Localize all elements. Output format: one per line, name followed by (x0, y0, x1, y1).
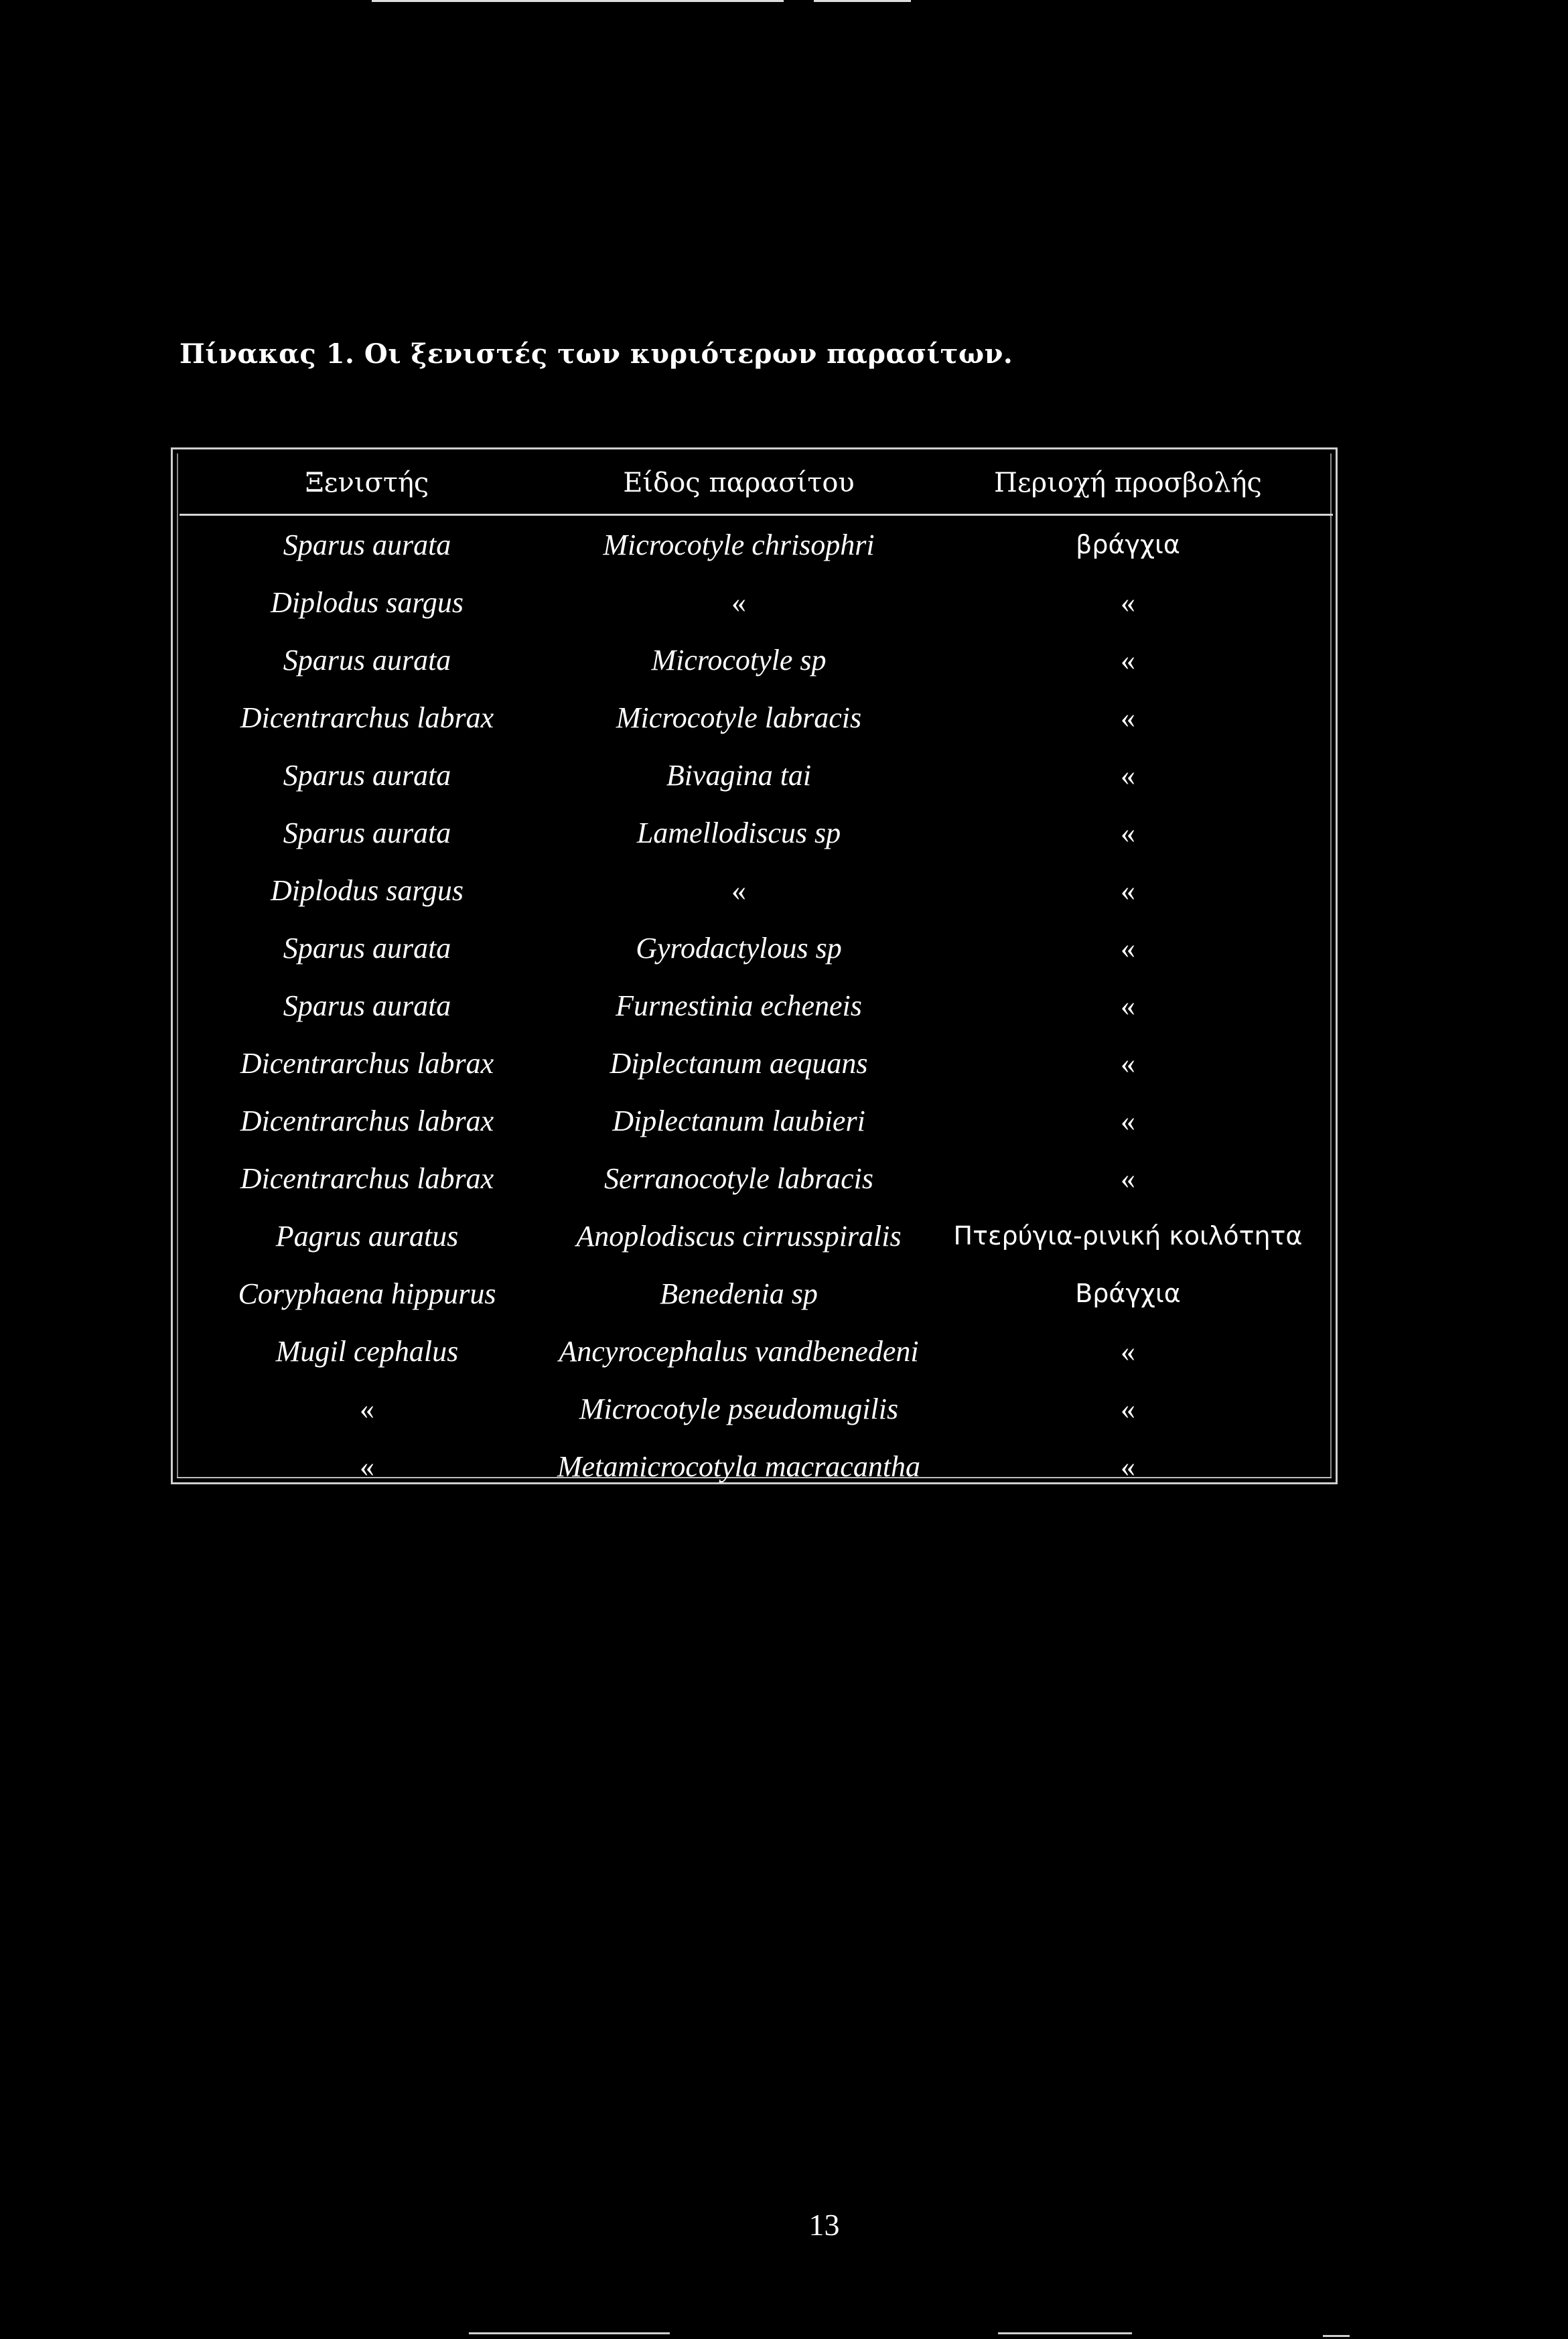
frame-inner-left-line (177, 453, 178, 1478)
host-cell: Diplodus sargus (270, 873, 464, 907)
table-row (180, 1265, 1333, 1322)
table-row (180, 1437, 1333, 1495)
table-row (180, 1149, 1333, 1207)
parasite-cell: Serranocotyle labracis (603, 1161, 874, 1195)
table-row (180, 977, 1333, 1034)
site-cell: « (1121, 1392, 1135, 1425)
site-cell: « (1121, 758, 1135, 792)
site-cell: Βράγχια (1075, 1279, 1181, 1308)
host-cell: Sparus aurata (283, 816, 451, 849)
site-cell: « (1121, 1449, 1135, 1483)
parasite-cell: Diplectanum laubieri (612, 1104, 865, 1137)
host-cell: Dicentrarchus labrax (240, 701, 494, 734)
table-row (180, 515, 1333, 574)
header-site: Περιοχή προσβολής (923, 459, 1333, 515)
site-cell: « (1121, 1104, 1135, 1137)
host-cell: Pagrus auratus (275, 1219, 459, 1253)
parasite-cell: Microcotyle pseudomugilis (579, 1392, 899, 1425)
site-cell: « (1121, 1161, 1135, 1195)
table-row (180, 1380, 1333, 1437)
host-cell: Dicentrarchus labrax (240, 1104, 494, 1137)
table-row (180, 1034, 1333, 1092)
site-cell: « (1121, 1046, 1135, 1080)
parasite-cell: « (731, 585, 746, 619)
parasite-cell: Microcotyle sp (651, 643, 827, 677)
parasite-cell: Ancyrocephalus vandbenedeni (559, 1334, 919, 1368)
site-cell: « (1121, 816, 1135, 849)
host-cell: Dicentrarchus labrax (240, 1046, 494, 1080)
host-cell: Coryphaena hippurus (238, 1277, 496, 1310)
host-cell: Sparus aurata (283, 931, 451, 965)
site-cell: « (1121, 931, 1135, 965)
parasite-cell: Gyrodactylous sp (636, 931, 842, 965)
host-cell: Sparus aurata (283, 643, 451, 677)
site-cell: « (1121, 643, 1135, 677)
table-row (180, 919, 1333, 977)
table-body (180, 515, 1333, 1496)
table-row (180, 631, 1333, 689)
site-cell: « (1121, 873, 1135, 907)
table-row (180, 804, 1333, 861)
host-cell: Sparus aurata (283, 528, 451, 561)
host-cell: « (360, 1392, 374, 1425)
table-row (180, 1207, 1333, 1265)
host-cell: Sparus aurata (283, 758, 451, 792)
page-number: 13 (808, 2208, 840, 2242)
top-rule-right (814, 0, 911, 2)
parasite-table-frame (171, 447, 1338, 1484)
table-caption: Πίνακας 1. Οι ξενιστές των κυριότερων παρασίτων. (180, 338, 1013, 370)
site-cell: « (1121, 585, 1135, 619)
table-row (180, 746, 1333, 804)
site-cell: « (1121, 701, 1135, 734)
bottom-rule-middle (998, 2332, 1132, 2334)
parasite-cell: Furnestinia echeneis (616, 989, 862, 1022)
site-cell: Πτερύγια-ρινική κοιλότητα (953, 1221, 1303, 1251)
host-cell: Diplodus sargus (270, 585, 464, 619)
site-cell: βράγχια (1076, 530, 1180, 559)
host-cell: Mugil cephalus (275, 1334, 459, 1368)
header-parasite: Είδος παρασίτου (555, 459, 923, 515)
header-host: Ξενιστής (180, 459, 555, 515)
parasite-cell: Microcotyle labracis (616, 701, 862, 734)
table-header-row (180, 459, 1333, 515)
table-row (180, 689, 1333, 746)
host-cell: Sparus aurata (283, 989, 451, 1022)
top-rule-left (372, 0, 784, 2)
table-row (180, 1092, 1333, 1149)
parasite-cell: Anoplodiscus cirrusspiralis (576, 1219, 902, 1253)
parasite-cell: Diplectanum aequans (610, 1046, 868, 1080)
host-cell: « (360, 1449, 374, 1483)
parasite-cell: Microcotyle chrisophri (603, 528, 875, 561)
parasite-cell: Benedenia sp (660, 1277, 818, 1310)
table-row (180, 1322, 1333, 1380)
host-cell: Dicentrarchus labrax (240, 1161, 494, 1195)
parasite-cell: Bivagina tai (666, 758, 812, 792)
site-cell: « (1121, 989, 1135, 1022)
parasite-cell: « (731, 873, 746, 907)
bottom-rule-left (469, 2332, 670, 2334)
parasite-cell: Metamicrocotyla macracantha (557, 1449, 921, 1483)
parasite-table (180, 459, 1333, 1495)
table-row (180, 861, 1333, 919)
parasite-cell: Lamellodiscus sp (636, 816, 841, 849)
site-cell: « (1121, 1334, 1135, 1368)
bottom-rule-right (1323, 2335, 1350, 2337)
table-row (180, 573, 1333, 631)
